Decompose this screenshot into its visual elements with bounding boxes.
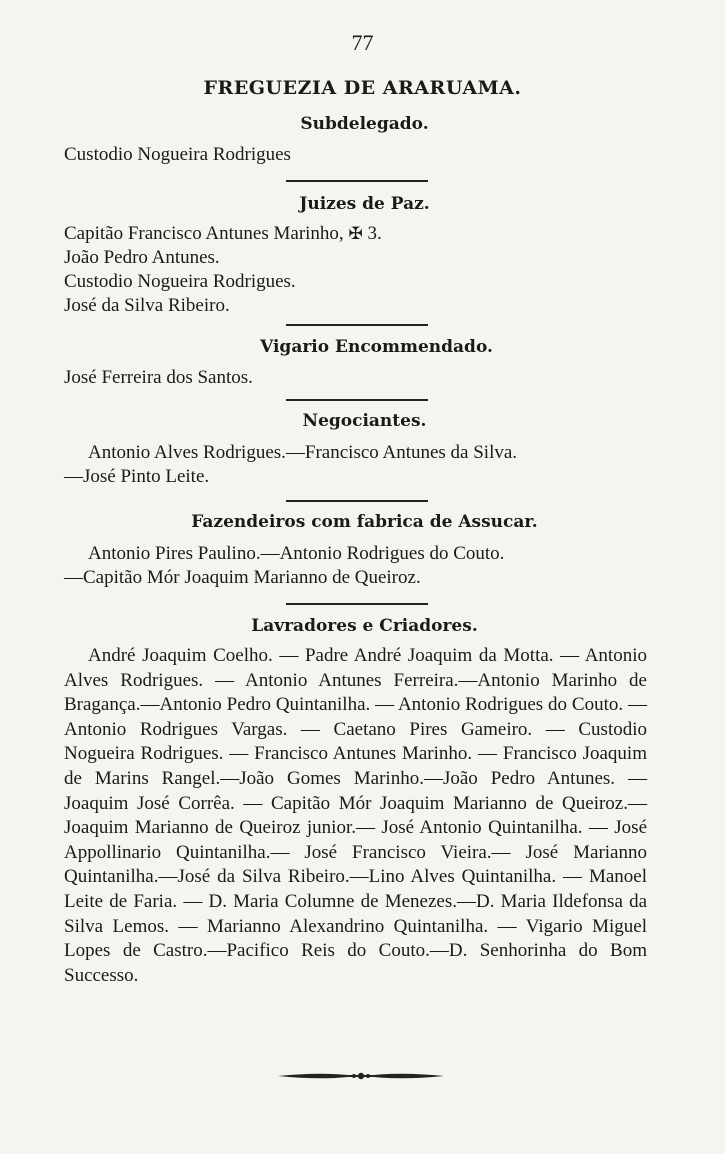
section-divider bbox=[286, 500, 428, 502]
heading-lavradores: Lavradores e Criadores. bbox=[251, 616, 478, 636]
heading-fazendeiros: Fazendeiros com fabrica de Assucar. bbox=[191, 512, 538, 532]
heading-subdelegado: Subdelegado. bbox=[300, 114, 429, 134]
juiz-line-3: Custodio Nogueira Rodrigues. bbox=[64, 271, 296, 292]
section-divider bbox=[286, 324, 428, 326]
juiz-line-4: José da Silva Ribeiro. bbox=[64, 295, 230, 316]
fazendeiros-line-1: Antonio Pires Paulino.—Antonio Rodrigues do Couto. bbox=[88, 543, 505, 564]
order-degree: 3. bbox=[367, 223, 382, 244]
lavradores-list: André Joaquim Coelho. — Padre André Joaquim da Motta. — Antonio Alves Rodrigues. — Antonio Antunes Ferreira.—Antonio Marinho de Bragança.—Antonio Pedro Quintanilha. — Antonio Rodrigues do Couto. — Antonio Rodrigues Vargas. — Caetano Pires Gameiro. — Custodio Nogueira Rodrigues. — Francisco Antunes Marinho. — Francisco Joaquim de Marins Rangel.—João Gomes Marinho.—João Pedro Antunes. — Joaquim José Corrêa. — Capitão Mór Joaquim Marianno de Queiroz.—Joaquim Marianno de Queiroz junior.— José Antonio Quintanilha. — José Appollinario Quintanilha.— José Francisco Vieira.— José Marianno Quintanilha.—José da Silva Ribeiro.—Lino Alves Quintanilha. — Manoel Leite de Faria. — D. Maria Columne de Menezes.—D. Maria Ildefonsa da Silva Lemos. — Marianno Alexandrino Quintanilha. — Vigario Miguel Lopes de Castro.—Pacifico Reis do Couto.—D. Senhorinha do Bom Successo. bbox=[64, 645, 647, 986]
closing-ornament bbox=[278, 1070, 444, 1082]
negociantes-line-2: —José Pinto Leite. bbox=[64, 466, 210, 487]
heading-vigario: Vigario Encommendado. bbox=[260, 337, 493, 357]
vigario-name: José Ferreira dos Santos. bbox=[64, 367, 253, 388]
juiz-name-1: Capitão Francisco Antunes Marinho, bbox=[64, 223, 344, 244]
section-divider bbox=[286, 180, 428, 182]
page-number: 77 bbox=[351, 30, 374, 55]
heading-juizes-de-paz: Juizes de Paz. bbox=[299, 194, 430, 214]
section-divider bbox=[286, 399, 428, 401]
section-divider bbox=[286, 603, 428, 605]
heading-negociantes: Negociantes. bbox=[302, 411, 427, 431]
subdelegado-name: Custodio Noguеira Rodrigues bbox=[64, 144, 291, 165]
negociantes-line-1: Antonio Alves Rodrigues.—Francisco Antunes da Silva. bbox=[88, 442, 518, 463]
cross-of-order-icon: ✠ bbox=[348, 224, 363, 243]
fazendeiros-line-2: —Capitão Mór Joaquim Marianno de Queiroz. bbox=[64, 567, 421, 588]
juiz-line-2: João Pedro Antunes. bbox=[64, 247, 220, 268]
juiz-line-1 bbox=[64, 223, 382, 245]
parish-title: FREGUEZIA DE ARARUAMA. bbox=[203, 77, 522, 99]
